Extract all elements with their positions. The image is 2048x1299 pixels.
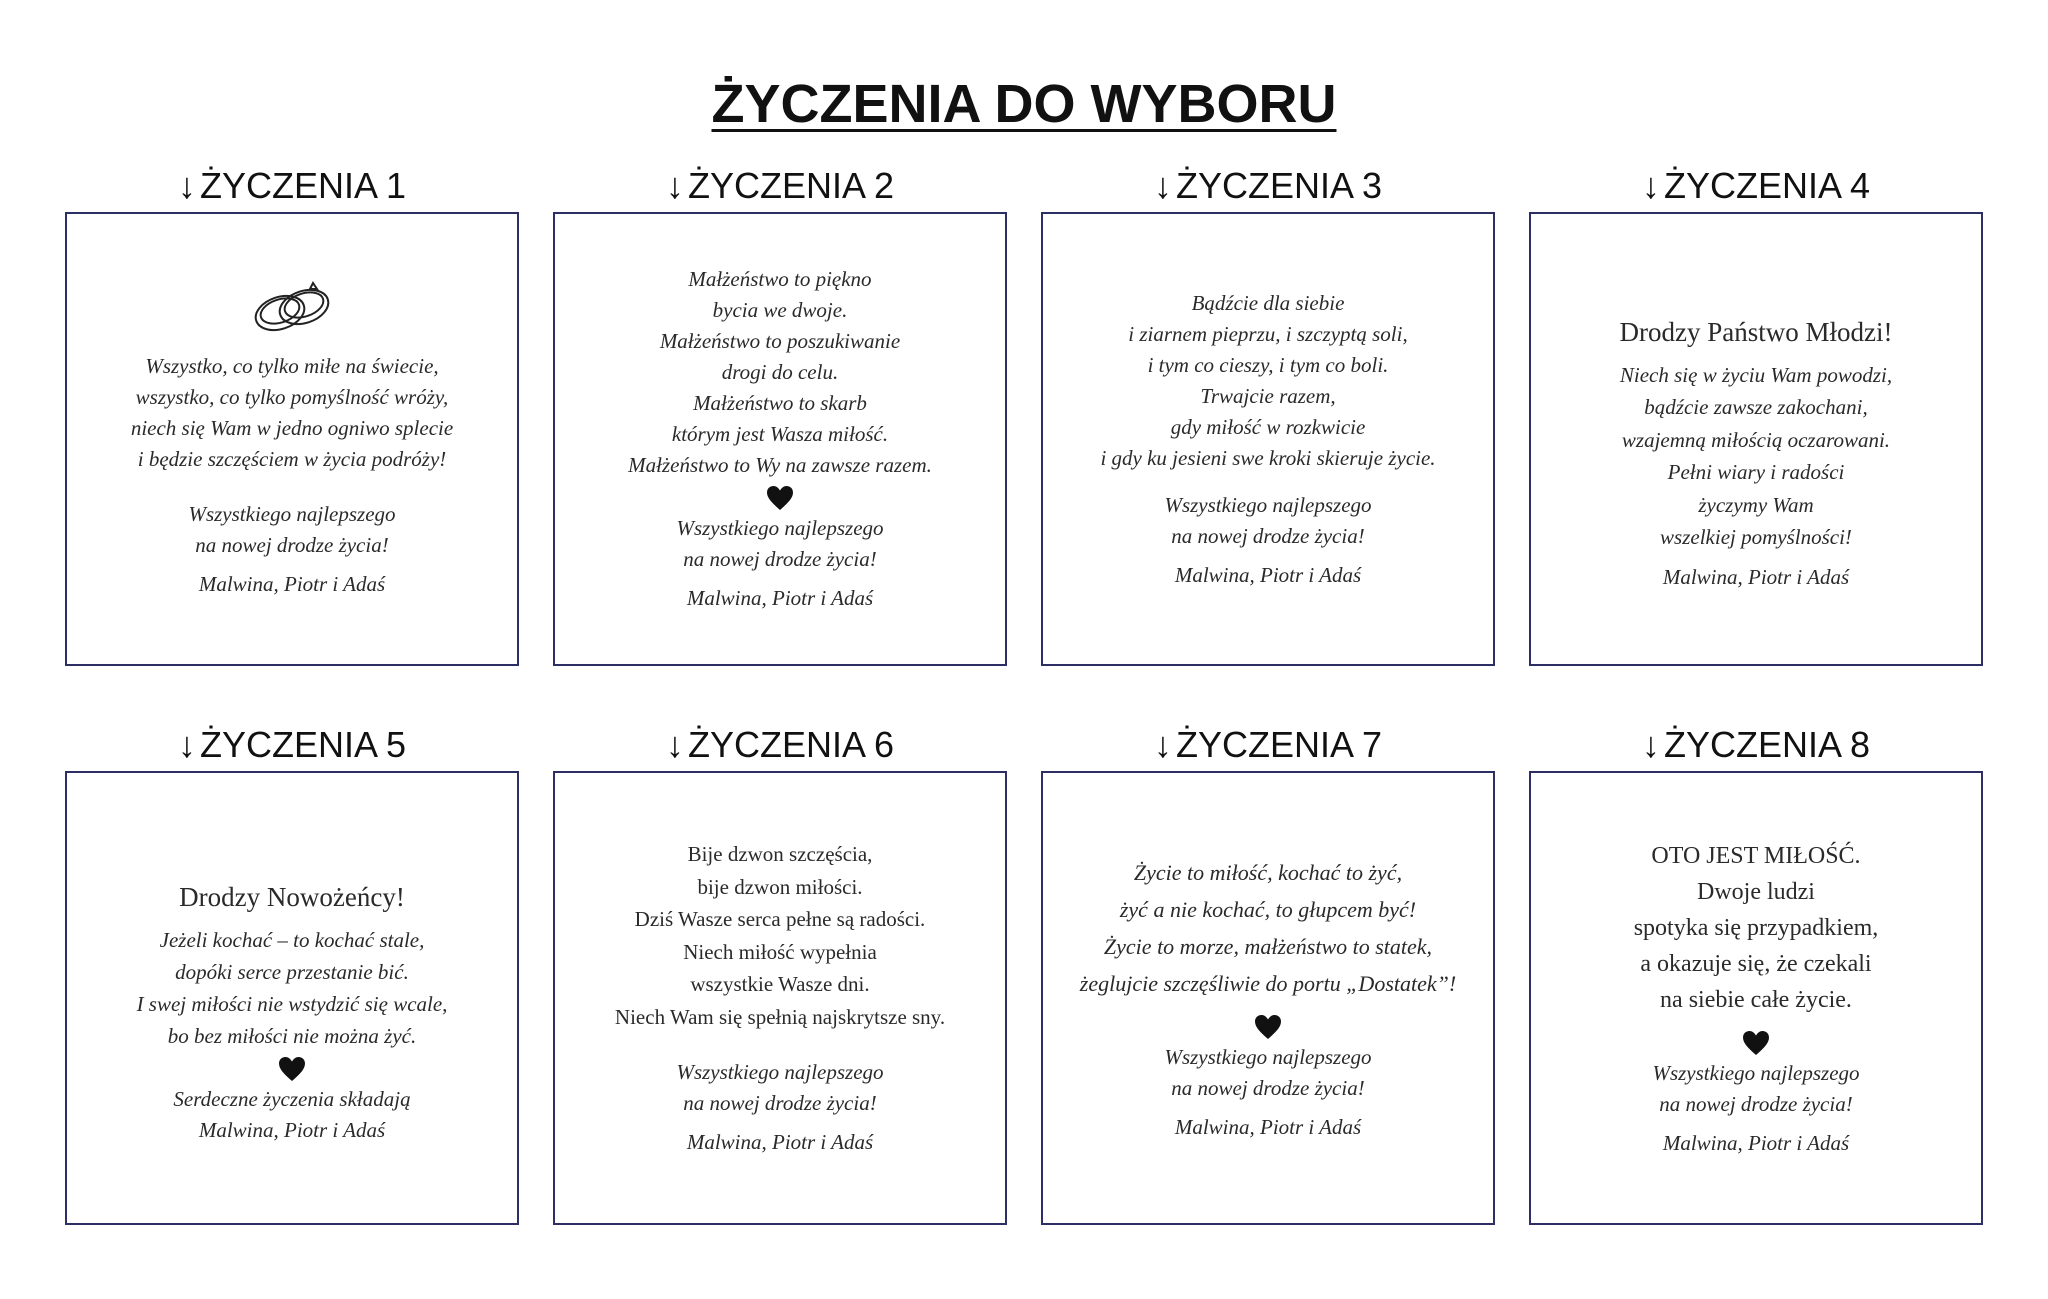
- wish-card[interactable]: [553, 212, 1007, 666]
- poem-line: Życie to miłość, kochać to żyć,: [1133, 859, 1403, 885]
- wish-poem: [1080, 854, 1456, 1002]
- poem-line: Niech miłość wypełnia: [683, 939, 877, 964]
- wish-card[interactable]: [1041, 771, 1495, 1225]
- signature: Malwina, Piotr i Adaś: [198, 1117, 386, 1142]
- wish-closing: [676, 1057, 883, 1119]
- poem-line: niech się Wam w jedno ogniwo splecie: [130, 415, 454, 440]
- poem-line: na siebie całe życie.: [1660, 986, 1852, 1013]
- closing-line: Wszystkiego najlepszego: [1164, 1044, 1372, 1069]
- arrow-down-icon: ↓: [1641, 724, 1660, 765]
- poem-line: życzymy Wam: [1698, 492, 1814, 517]
- closing-line: na nowej drodze życia!: [683, 1091, 877, 1115]
- wish-card[interactable]: [65, 212, 519, 666]
- option-heading: [1041, 164, 1495, 208]
- wish-closing: [676, 513, 883, 575]
- poem-line: i ziarnem pieprzu, i szczyptą soli,: [1128, 321, 1408, 346]
- wish-card[interactable]: [1529, 212, 1983, 666]
- poem-line: wszystkie Wasze dni.: [690, 972, 870, 996]
- poem-line: którym jest Wasza miłość.: [671, 422, 889, 446]
- poem-line: wszystko, co tylko pomyślność wróży,: [135, 384, 449, 409]
- closing-line: Wszystkiego najlepszego: [676, 1060, 884, 1084]
- heart-icon: [766, 485, 794, 511]
- option-label: ŻYCZENIA 3: [1175, 165, 1383, 206]
- wish-closing: [1652, 1058, 1859, 1120]
- signature: Malwina, Piotr i Adaś: [1174, 1114, 1362, 1139]
- wish-card[interactable]: [1529, 771, 1983, 1225]
- wedding-rings-icon: [244, 279, 340, 339]
- wish-poem: [131, 351, 453, 475]
- page-title: ŻYCZENIA DO WYBORU: [711, 74, 1337, 134]
- poem-line: Pełni wiary i radości: [1667, 460, 1845, 484]
- arrow-down-icon: ↓: [177, 724, 196, 765]
- arrow-down-icon: ↓: [665, 724, 684, 765]
- poem-line: bądźcie zawsze zakochani,: [1644, 395, 1868, 419]
- option-heading: [65, 164, 519, 208]
- poem-line: wzajemną miłością oczarowani.: [1621, 427, 1891, 452]
- poem-line: Życie to morze, małżeństwo to statek,: [1103, 933, 1433, 959]
- closing-line: Serdeczne życzenia składają: [173, 1086, 411, 1111]
- closing-line: Wszystkiego najlepszego: [188, 501, 396, 526]
- poem-line: Dwoje ludzi: [1697, 878, 1815, 905]
- poem-line: i tym co cieszy, i tym co boli.: [1147, 352, 1389, 377]
- poem-line: Trwajcie razem,: [1200, 383, 1336, 408]
- arrow-down-icon: ↓: [665, 165, 684, 206]
- wish-poem: [1634, 838, 1879, 1018]
- poem-line: gdy miłość w rozkwicie: [1170, 414, 1366, 439]
- poem-line: spotyka się przypadkiem,: [1633, 914, 1879, 941]
- wish-closing: [1164, 1042, 1371, 1104]
- arrow-down-icon: ↓: [1153, 724, 1172, 765]
- closing-line: Wszystkiego najlepszego: [676, 516, 884, 540]
- poem-line: i będzie szczęściem w życia podróży!: [137, 446, 447, 471]
- closing-line: na nowej drodze życia!: [1171, 523, 1365, 548]
- closing-line: Wszystkiego najlepszego: [1652, 1060, 1860, 1085]
- wish-card[interactable]: [553, 771, 1007, 1225]
- closing-line: na nowej drodze życia!: [1171, 1075, 1365, 1100]
- option-heading: [1529, 164, 1983, 208]
- poem-line: żyć a nie kochać, to głupcem być!: [1119, 896, 1417, 922]
- closing-line: na nowej drodze życia!: [195, 532, 389, 557]
- option-label: ŻYCZENIA 8: [1663, 724, 1871, 765]
- poem-line: Niech się w życiu Wam powodzi,: [1619, 362, 1893, 387]
- wish-closing: [173, 1084, 410, 1146]
- closing-line: Wszystkiego najlepszego: [1164, 492, 1372, 517]
- poem-line: dopóki serce przestanie bić.: [175, 959, 409, 984]
- poem-line: Jeżeli kochać – to kochać stale,: [159, 927, 425, 952]
- arrow-down-icon: ↓: [177, 165, 196, 206]
- closing-line: na nowej drodze życia!: [683, 547, 877, 571]
- greeting: Drodzy Nowożeńcy!: [179, 881, 405, 912]
- poem-line: i gdy ku jesieni swe kroki skieruje życie.: [1100, 445, 1436, 470]
- option-label: ŻYCZENIA 2: [687, 165, 895, 206]
- poem-line: wszelkiej pomyślności!: [1660, 525, 1852, 549]
- option-heading: [553, 164, 1007, 208]
- heart-icon: [1742, 1030, 1770, 1056]
- signature: Malwina, Piotr i Adaś: [198, 571, 386, 596]
- signature: Malwina, Piotr i Adaś: [1662, 564, 1850, 589]
- heart-icon: [1254, 1014, 1282, 1040]
- heart-icon: [278, 1056, 306, 1082]
- signature: Malwina, Piotr i Adaś: [686, 1130, 874, 1154]
- greeting: Drodzy Państwo Młodzi!: [1619, 316, 1893, 347]
- wish-card[interactable]: [1041, 212, 1495, 666]
- wish-poem: [1100, 288, 1435, 474]
- poem-line: Bije dzwon szczęścia,: [687, 842, 873, 866]
- option-label: ŻYCZENIA 1: [199, 165, 407, 206]
- option-label: ŻYCZENIA 5: [199, 724, 407, 765]
- poem-line: a okazuje się, że czekali: [1640, 950, 1872, 977]
- wish-poem: [628, 264, 932, 481]
- signature: Malwina, Piotr i Adaś: [1662, 1130, 1850, 1155]
- option-label: ŻYCZENIA 6: [687, 724, 895, 765]
- wish-card[interactable]: [65, 771, 519, 1225]
- option-heading: [1041, 723, 1495, 767]
- poem-line: Małżeństwo to skarb: [693, 391, 867, 415]
- poem-line: Małżeństwo to poszukiwanie: [659, 329, 901, 353]
- poem-line: Małżeństwo to Wy na zawsze razem.: [628, 453, 932, 477]
- poem-line: drogi do celu.: [721, 360, 839, 384]
- option-heading: [1529, 723, 1983, 767]
- closing-line: na nowej drodze życia!: [1659, 1091, 1853, 1116]
- poem-line: bo bez miłości nie można żyć.: [167, 1023, 417, 1048]
- poem-line: Niech Wam się spełnią najskrytsze sny.: [614, 1004, 946, 1029]
- wish-closing: [188, 499, 395, 561]
- signature: Malwina, Piotr i Adaś: [1174, 562, 1362, 587]
- arrow-down-icon: ↓: [1153, 165, 1172, 206]
- poem-line: Małżeństwo to piękno: [688, 267, 872, 291]
- option-heading: [65, 723, 519, 767]
- poem-line: bije dzwon miłości.: [697, 874, 863, 899]
- option-heading: [553, 723, 1007, 767]
- wish-poem: [615, 838, 945, 1033]
- wish-poem: [137, 924, 448, 1052]
- wish-poem: [1620, 359, 1892, 554]
- poem-line: Bądźcie dla siebie: [1191, 290, 1345, 315]
- arrow-down-icon: ↓: [1641, 165, 1660, 206]
- poem-line: bycia we dwoje.: [712, 298, 848, 322]
- wish-closing: [1164, 490, 1371, 552]
- poem-line: Dziś Wasze serca pełne są radości.: [634, 907, 926, 931]
- poem-line: Wszystko, co tylko miłe na świecie,: [145, 353, 439, 378]
- signature: Malwina, Piotr i Adaś: [686, 586, 874, 610]
- option-label: ŻYCZENIA 7: [1175, 724, 1383, 765]
- poem-line: I swej miłości nie wstydzić się wcale,: [136, 991, 448, 1016]
- poem-line: OTO JEST MIŁOŚĆ.: [1651, 842, 1861, 869]
- poem-line: żeglujcie szczęśliwie do portu „Dostatek”!: [1079, 970, 1457, 996]
- option-label: ŻYCZENIA 4: [1663, 165, 1871, 206]
